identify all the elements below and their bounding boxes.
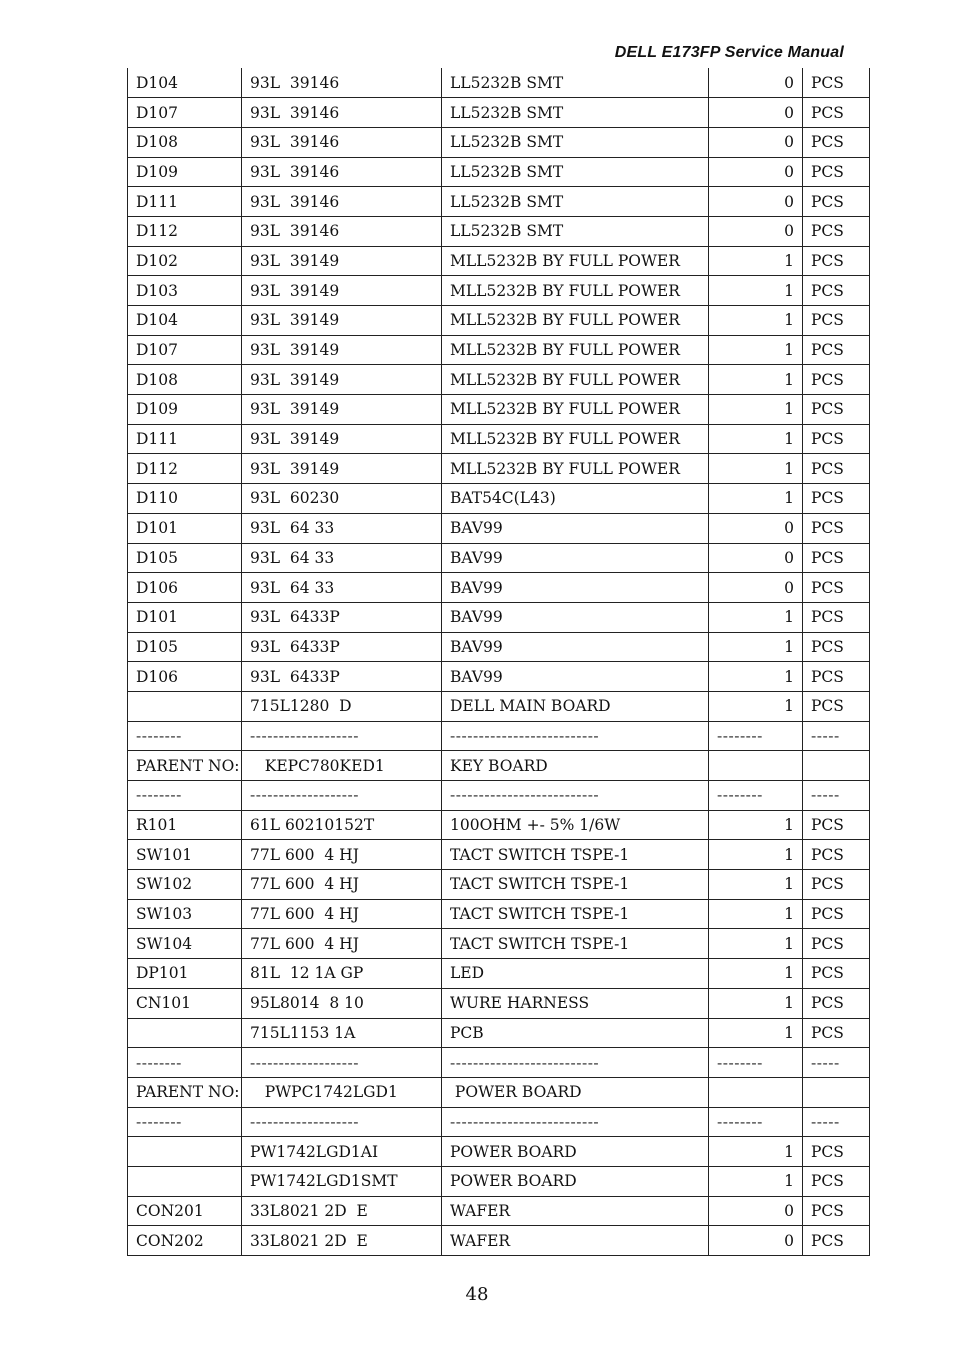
description-cell: MLL5232B BY FULL POWER	[442, 306, 709, 336]
unit-cell: PCS	[803, 573, 870, 603]
table-row	[128, 157, 870, 187]
quantity-cell: 1	[709, 602, 803, 632]
part-number-cell: 93L 39146	[242, 68, 442, 98]
unit-cell: PCS	[803, 870, 870, 900]
table-row	[128, 484, 870, 514]
table-row	[128, 543, 870, 573]
ref-designator-cell: D106	[128, 573, 242, 603]
quantity-cell: 1	[709, 959, 803, 989]
table-row	[128, 98, 870, 128]
quantity-cell: 1	[709, 1166, 803, 1196]
quantity-cell: --------	[709, 1048, 803, 1078]
quantity-cell: 1	[709, 662, 803, 692]
quantity-cell: 1	[709, 484, 803, 514]
description-cell: --------------------------	[442, 1107, 709, 1137]
unit-cell: PCS	[803, 810, 870, 840]
table-row	[128, 929, 870, 959]
table-row	[128, 781, 870, 811]
unit-cell: PCS	[803, 306, 870, 336]
quantity-cell: 0	[709, 1196, 803, 1226]
ref-designator-cell: --------	[128, 1107, 242, 1137]
description-cell: BAV99	[442, 573, 709, 603]
ref-designator-cell: R101	[128, 810, 242, 840]
part-number-cell: -------------------	[242, 1107, 442, 1137]
ref-designator-cell: DP101	[128, 959, 242, 989]
unit-cell: -----	[803, 781, 870, 811]
part-number-cell: -------------------	[242, 721, 442, 751]
table-row	[128, 1137, 870, 1167]
description-cell: 100OHM +- 5% 1/6W	[442, 810, 709, 840]
unit-cell	[803, 1077, 870, 1107]
ref-designator-cell: D104	[128, 306, 242, 336]
description-cell: TACT SWITCH TSPE-1	[442, 899, 709, 929]
parts-list-body	[128, 68, 870, 1256]
ref-designator-cell: PARENT NO:	[128, 751, 242, 781]
part-number-cell: 93L 39146	[242, 216, 442, 246]
ref-designator-cell: D108	[128, 127, 242, 157]
table-row	[128, 127, 870, 157]
part-number-cell: -------------------	[242, 781, 442, 811]
table-row	[128, 306, 870, 336]
description-cell: BAV99	[442, 632, 709, 662]
table-row	[128, 1048, 870, 1078]
table-row	[128, 365, 870, 395]
quantity-cell: --------	[709, 721, 803, 751]
table-row	[128, 988, 870, 1018]
description-cell: WAFER	[442, 1196, 709, 1226]
unit-cell: -----	[803, 1107, 870, 1137]
table-row	[128, 840, 870, 870]
table-row	[128, 899, 870, 929]
description-cell: LL5232B SMT	[442, 127, 709, 157]
quantity-cell: 0	[709, 98, 803, 128]
unit-cell: PCS	[803, 98, 870, 128]
description-cell: LL5232B SMT	[442, 98, 709, 128]
quantity-cell: 1	[709, 424, 803, 454]
part-number-cell: 93L 39149	[242, 306, 442, 336]
table-row	[128, 662, 870, 692]
ref-designator-cell: D102	[128, 246, 242, 276]
page-number: 48	[465, 1284, 489, 1305]
table-row	[128, 632, 870, 662]
description-cell: LED	[442, 959, 709, 989]
quantity-cell: 1	[709, 988, 803, 1018]
ref-designator-cell: D108	[128, 365, 242, 395]
description-cell: WAFER	[442, 1226, 709, 1256]
unit-cell: PCS	[803, 395, 870, 425]
table-row	[128, 602, 870, 632]
description-cell: KEY BOARD	[442, 751, 709, 781]
ref-designator-cell: D105	[128, 543, 242, 573]
ref-designator-cell: D112	[128, 454, 242, 484]
description-cell: MLL5232B BY FULL POWER	[442, 276, 709, 306]
unit-cell: PCS	[803, 662, 870, 692]
part-number-cell: 77L 600 4 HJ	[242, 899, 442, 929]
description-cell: MLL5232B BY FULL POWER	[442, 454, 709, 484]
unit-cell: PCS	[803, 1226, 870, 1256]
part-number-cell: 93L 39146	[242, 187, 442, 217]
table-row	[128, 276, 870, 306]
table-row	[128, 751, 870, 781]
description-cell: LL5232B SMT	[442, 216, 709, 246]
part-number-cell: 715L1153 1A	[242, 1018, 442, 1048]
table-row	[128, 810, 870, 840]
description-cell: MLL5232B BY FULL POWER	[442, 365, 709, 395]
unit-cell: PCS	[803, 1196, 870, 1226]
unit-cell: PCS	[803, 1018, 870, 1048]
table-row	[128, 870, 870, 900]
part-number-cell: 93L 39146	[242, 98, 442, 128]
part-number-cell: 93L 64 33	[242, 573, 442, 603]
unit-cell: PCS	[803, 484, 870, 514]
unit-cell: -----	[803, 721, 870, 751]
table-row	[128, 246, 870, 276]
table-row	[128, 187, 870, 217]
unit-cell: PCS	[803, 988, 870, 1018]
quantity-cell: 1	[709, 810, 803, 840]
unit-cell: PCS	[803, 632, 870, 662]
unit-cell: PCS	[803, 246, 870, 276]
ref-designator-cell: CON201	[128, 1196, 242, 1226]
quantity-cell: --------	[709, 781, 803, 811]
ref-designator-cell: D107	[128, 335, 242, 365]
part-number-cell: 93L 64 33	[242, 543, 442, 573]
ref-designator-cell: SW101	[128, 840, 242, 870]
part-number-cell: 93L 39149	[242, 276, 442, 306]
part-number-cell: 77L 600 4 HJ	[242, 929, 442, 959]
unit-cell: PCS	[803, 187, 870, 217]
unit-cell: PCS	[803, 1137, 870, 1167]
part-number-cell: KEPC780KED1	[242, 751, 442, 781]
description-cell: TACT SWITCH TSPE-1	[442, 840, 709, 870]
description-cell: TACT SWITCH TSPE-1	[442, 870, 709, 900]
quantity-cell: 1	[709, 276, 803, 306]
table-row	[128, 959, 870, 989]
description-cell: BAV99	[442, 602, 709, 632]
ref-designator-cell: D110	[128, 484, 242, 514]
quantity-cell: 0	[709, 216, 803, 246]
table-row	[128, 1107, 870, 1137]
quantity-cell: 0	[709, 1226, 803, 1256]
ref-designator-cell	[128, 1166, 242, 1196]
unit-cell: PCS	[803, 543, 870, 573]
quantity-cell: 1	[709, 1018, 803, 1048]
quantity-cell: 1	[709, 691, 803, 721]
unit-cell	[803, 751, 870, 781]
unit-cell: -----	[803, 1048, 870, 1078]
ref-designator-cell: --------	[128, 721, 242, 751]
ref-designator-cell: D109	[128, 157, 242, 187]
part-number-cell: 93L 39146	[242, 127, 442, 157]
part-number-cell: 93L 39146	[242, 157, 442, 187]
ref-designator-cell: --------	[128, 1048, 242, 1078]
quantity-cell: 1	[709, 454, 803, 484]
part-number-cell: 93L 39149	[242, 424, 442, 454]
table-row	[128, 1166, 870, 1196]
quantity-cell	[709, 751, 803, 781]
part-number-cell: 93L 39149	[242, 395, 442, 425]
part-number-cell: 93L 39149	[242, 454, 442, 484]
ref-designator-cell: D103	[128, 276, 242, 306]
ref-designator-cell: SW102	[128, 870, 242, 900]
quantity-cell: 1	[709, 246, 803, 276]
description-cell: LL5232B SMT	[442, 157, 709, 187]
description-cell: POWER BOARD	[442, 1166, 709, 1196]
part-number-cell: 95L8014 8 10	[242, 988, 442, 1018]
quantity-cell: 1	[709, 365, 803, 395]
part-number-cell: 77L 600 4 HJ	[242, 840, 442, 870]
table-row	[128, 216, 870, 246]
quantity-cell: 0	[709, 157, 803, 187]
part-number-cell: 93L 6433P	[242, 632, 442, 662]
ref-designator-cell: D106	[128, 662, 242, 692]
part-number-cell: 93L 39149	[242, 335, 442, 365]
quantity-cell: --------	[709, 1107, 803, 1137]
part-number-cell: 33L8021 2D E	[242, 1226, 442, 1256]
ref-designator-cell: D105	[128, 632, 242, 662]
description-cell: WURE HARNESS	[442, 988, 709, 1018]
table-row	[128, 335, 870, 365]
ref-designator-cell: CN101	[128, 988, 242, 1018]
description-cell: --------------------------	[442, 781, 709, 811]
part-number-cell: 77L 600 4 HJ	[242, 870, 442, 900]
ref-designator-cell	[128, 691, 242, 721]
ref-designator-cell: D112	[128, 216, 242, 246]
part-number-cell: 93L 60230	[242, 484, 442, 514]
ref-designator-cell: SW104	[128, 929, 242, 959]
part-number-cell: 93L 64 33	[242, 513, 442, 543]
table-row	[128, 573, 870, 603]
quantity-cell: 0	[709, 573, 803, 603]
part-number-cell: 93L 39149	[242, 365, 442, 395]
unit-cell: PCS	[803, 365, 870, 395]
description-cell: LL5232B SMT	[442, 68, 709, 98]
unit-cell: PCS	[803, 1166, 870, 1196]
ref-designator-cell: SW103	[128, 899, 242, 929]
quantity-cell: 0	[709, 513, 803, 543]
unit-cell: PCS	[803, 602, 870, 632]
description-cell: MLL5232B BY FULL POWER	[442, 335, 709, 365]
part-number-cell: 93L 6433P	[242, 602, 442, 632]
unit-cell: PCS	[803, 157, 870, 187]
unit-cell: PCS	[803, 929, 870, 959]
ref-designator-cell: D104	[128, 68, 242, 98]
unit-cell: PCS	[803, 454, 870, 484]
part-number-cell: 715L1280 D	[242, 691, 442, 721]
description-cell: MLL5232B BY FULL POWER	[442, 246, 709, 276]
quantity-cell: 1	[709, 395, 803, 425]
part-number-cell: PW1742LGD1SMT	[242, 1166, 442, 1196]
ref-designator-cell: D109	[128, 395, 242, 425]
document-header: DELL E173FP Service Manual	[614, 44, 844, 61]
quantity-cell: 1	[709, 899, 803, 929]
quantity-cell: 1	[709, 929, 803, 959]
description-cell: --------------------------	[442, 721, 709, 751]
ref-designator-cell: D101	[128, 513, 242, 543]
unit-cell: PCS	[803, 899, 870, 929]
table-row	[128, 68, 870, 98]
description-cell: BAV99	[442, 662, 709, 692]
description-cell: LL5232B SMT	[442, 187, 709, 217]
ref-designator-cell	[128, 1137, 242, 1167]
description-cell: BAV99	[442, 543, 709, 573]
table-row	[128, 424, 870, 454]
table-row	[128, 513, 870, 543]
table-row	[128, 1018, 870, 1048]
part-number-cell: 93L 6433P	[242, 662, 442, 692]
unit-cell: PCS	[803, 691, 870, 721]
table-row	[128, 395, 870, 425]
part-number-cell: 61L 60210152T	[242, 810, 442, 840]
unit-cell: PCS	[803, 959, 870, 989]
quantity-cell: 1	[709, 335, 803, 365]
description-cell: BAT54C(L43)	[442, 484, 709, 514]
quantity-cell: 0	[709, 187, 803, 217]
unit-cell: PCS	[803, 513, 870, 543]
quantity-cell: 1	[709, 840, 803, 870]
quantity-cell: 1	[709, 306, 803, 336]
table-row	[128, 721, 870, 751]
ref-designator-cell	[128, 1018, 242, 1048]
description-cell: POWER BOARD	[442, 1077, 709, 1107]
unit-cell: PCS	[803, 840, 870, 870]
quantity-cell: 0	[709, 68, 803, 98]
ref-designator-cell: PARENT NO:	[128, 1077, 242, 1107]
description-cell: MLL5232B BY FULL POWER	[442, 424, 709, 454]
description-cell: MLL5232B BY FULL POWER	[442, 395, 709, 425]
part-number-cell: 33L8021 2D E	[242, 1196, 442, 1226]
unit-cell: PCS	[803, 424, 870, 454]
quantity-cell: 1	[709, 632, 803, 662]
description-cell: --------------------------	[442, 1048, 709, 1078]
quantity-cell	[709, 1077, 803, 1107]
part-number-cell: -------------------	[242, 1048, 442, 1078]
description-cell: BAV99	[442, 513, 709, 543]
table-row	[128, 454, 870, 484]
unit-cell: PCS	[803, 276, 870, 306]
quantity-cell: 0	[709, 127, 803, 157]
unit-cell: PCS	[803, 127, 870, 157]
unit-cell: PCS	[803, 216, 870, 246]
parts-list-table	[127, 68, 870, 1256]
table-row	[128, 1077, 870, 1107]
unit-cell: PCS	[803, 68, 870, 98]
quantity-cell: 1	[709, 1137, 803, 1167]
ref-designator-cell: CON202	[128, 1226, 242, 1256]
part-number-cell: 81L 12 1A GP	[242, 959, 442, 989]
description-cell: DELL MAIN BOARD	[442, 691, 709, 721]
unit-cell: PCS	[803, 335, 870, 365]
quantity-cell: 1	[709, 870, 803, 900]
description-cell: PCB	[442, 1018, 709, 1048]
ref-designator-cell: D107	[128, 98, 242, 128]
part-number-cell: PW1742LGD1AI	[242, 1137, 442, 1167]
description-cell: TACT SWITCH TSPE-1	[442, 929, 709, 959]
table-row	[128, 1196, 870, 1226]
ref-designator-cell: D111	[128, 424, 242, 454]
part-number-cell: PWPC1742LGD1	[242, 1077, 442, 1107]
ref-designator-cell: --------	[128, 781, 242, 811]
ref-designator-cell: D101	[128, 602, 242, 632]
description-cell: POWER BOARD	[442, 1137, 709, 1167]
table-row	[128, 691, 870, 721]
quantity-cell: 0	[709, 543, 803, 573]
table-row	[128, 1226, 870, 1256]
part-number-cell: 93L 39149	[242, 246, 442, 276]
ref-designator-cell: D111	[128, 187, 242, 217]
